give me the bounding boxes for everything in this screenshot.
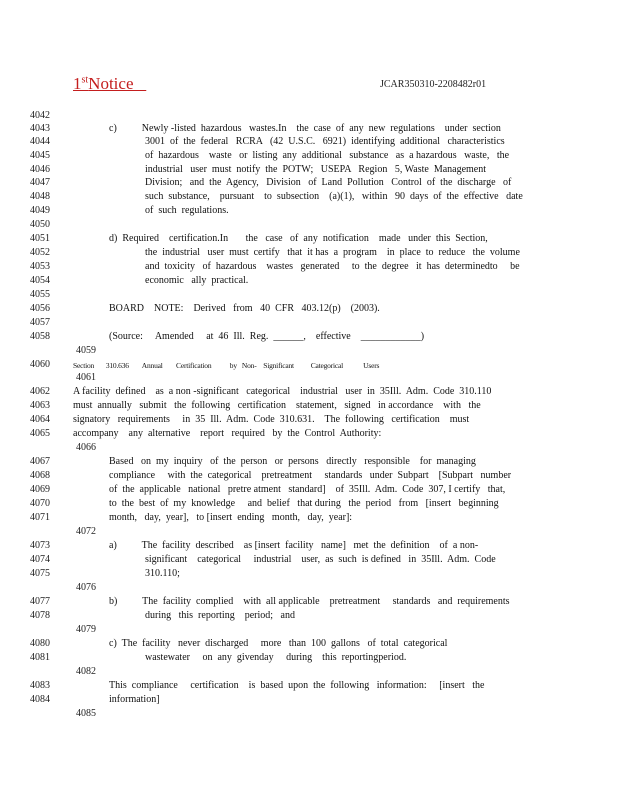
line-number: 4045 [30,150,50,161]
line-number: 4085 [76,708,96,719]
line-number: 4079 [76,624,96,635]
line-number: 4055 [30,289,50,300]
line-number: 4068 [30,470,50,481]
line-number: 4074 [30,554,50,565]
text-line: of hazardous waste or listing any additional substance as a hazardous waste, the [145,150,510,161]
line-number: 4067 [30,456,50,467]
line-number: 4065 [30,428,50,439]
section-heading: Section 310.636 Annual Certification by Non- Significant Categorical Users [73,361,380,370]
text-line: must annually submit the following certification statement, signed in accordance with the [73,400,481,411]
line-number: 4081 [30,652,50,663]
text-line: 310.110; [145,568,180,579]
line-number: 4046 [30,164,50,175]
line-number: 4054 [30,275,50,286]
line-number: 4049 [30,205,50,216]
line-number: 4062 [30,386,50,397]
text-line: 3001 of the federal RCRA (42 U.S.C. 6921) identifying additional characteristics [145,136,505,147]
line-number: 4063 [30,400,50,411]
line-number: 4050 [30,219,50,230]
line-number: 4048 [30,191,50,202]
line-number: 4061 [76,372,96,383]
line-number: 4043 [30,123,50,134]
text-line: This compliance certification is based upon the following information: [insert the [109,680,485,691]
text-line: compliance with the categorical pretreatment standards under Subpart [Subpart number [109,470,512,481]
text-line: to the best of my knowledge and belief that during the period from [insert beginning [109,498,499,509]
text-line: and toxicity of hazardous wastes generated to the degree it has determinedto be [145,261,520,272]
text-line: wastewater on any givenday during this reportingperiod. [145,652,407,663]
text-line: (Source: Amended at 46 Ill. Reg. ______, effective ____________) [109,331,425,342]
document-code: JCAR350310-2208482r01 [380,79,487,90]
line-number: 4084 [30,694,50,705]
line-number: 4083 [30,680,50,691]
text-line: economic ally practical. [145,275,249,286]
notice-superscript: st [81,74,89,86]
text-line: such substance, pursuant to subsection (a)(1), within 90 days of the effective date [145,191,523,202]
text-line: Based on my inquiry of the person or persons directly responsible for managing [109,456,476,467]
line-number: 4077 [30,596,50,607]
line-number: 4052 [30,247,50,258]
text-line: significant categorical industrial user, as such is defined in 35Ill. Adm. Code [145,554,496,565]
line-number: 4078 [30,610,50,621]
line-number: 4060 [30,359,50,370]
text-line: the industrial user must certify that it has a program in place to reduce the volume [145,247,520,258]
line-number: 4057 [30,317,50,328]
line-number: 4059 [76,345,96,356]
text-line: during this reporting period; and [145,610,295,621]
line-number: 4053 [30,261,50,272]
text-line: industrial user must notify the POTW; USEPA Region 5, Waste Management [145,164,487,175]
line-number: 4051 [30,233,50,244]
line-number: 4080 [30,638,50,649]
line-number: 4082 [76,666,96,677]
line-number: 4064 [30,414,50,425]
text-line: signatory requirements in 35 Ill. Adm. Code 310.631. The following certification must [73,414,470,425]
line-number: 4073 [30,540,50,551]
text-line: of the applicable national pretre atment standard] of 35Ill. Adm. Code 307, I certify that, [109,484,506,495]
line-number: 4069 [30,484,50,495]
text-line: information] [109,694,160,705]
line-number: 4044 [30,136,50,147]
text-line: d) Required certification.In the case of any notification made under this Section, [109,233,488,244]
text-line: c) Newly -listed hazardous wastes.In the case of any new regulations under section [109,123,501,134]
notice-title [73,74,146,94]
text-line: month, day, year], to [insert ending month, day, year]: [109,512,353,523]
line-number: 4070 [30,498,50,509]
line-number: 4076 [76,582,96,593]
text-line: Division; and the Agency, Division of Land Pollution Control of the discharge of [145,177,512,188]
line-number: 4071 [30,512,50,523]
text-line: A facility defined as a non -significant categorical industrial user in 35Ill. Adm. Code 310.110 [73,386,492,397]
text-line: accompany any alternative report required by the Control Authority: [73,428,382,439]
line-number: 4047 [30,177,50,188]
text-line: a) The facility described as [insert facility name] met the definition of a non- [109,540,479,551]
text-line: of such regulations. [145,205,229,216]
text-line: BOARD NOTE: Derived from 40 CFR 403.12(p) (2003). [109,303,380,314]
line-number: 4042 [30,110,50,121]
line-number: 4058 [30,331,50,342]
notice-number: 1 [73,74,82,93]
line-number: 4056 [30,303,50,314]
text-line: b) The facility complied with all applicable pretreatment standards and requirements [109,596,510,607]
line-number: 4066 [76,442,96,453]
notice-word: Notice [88,74,134,93]
line-number: 4072 [76,526,96,537]
text-line: c) The facility never discharged more than 100 gallons of total categorical [109,638,448,649]
line-number: 4075 [30,568,50,579]
